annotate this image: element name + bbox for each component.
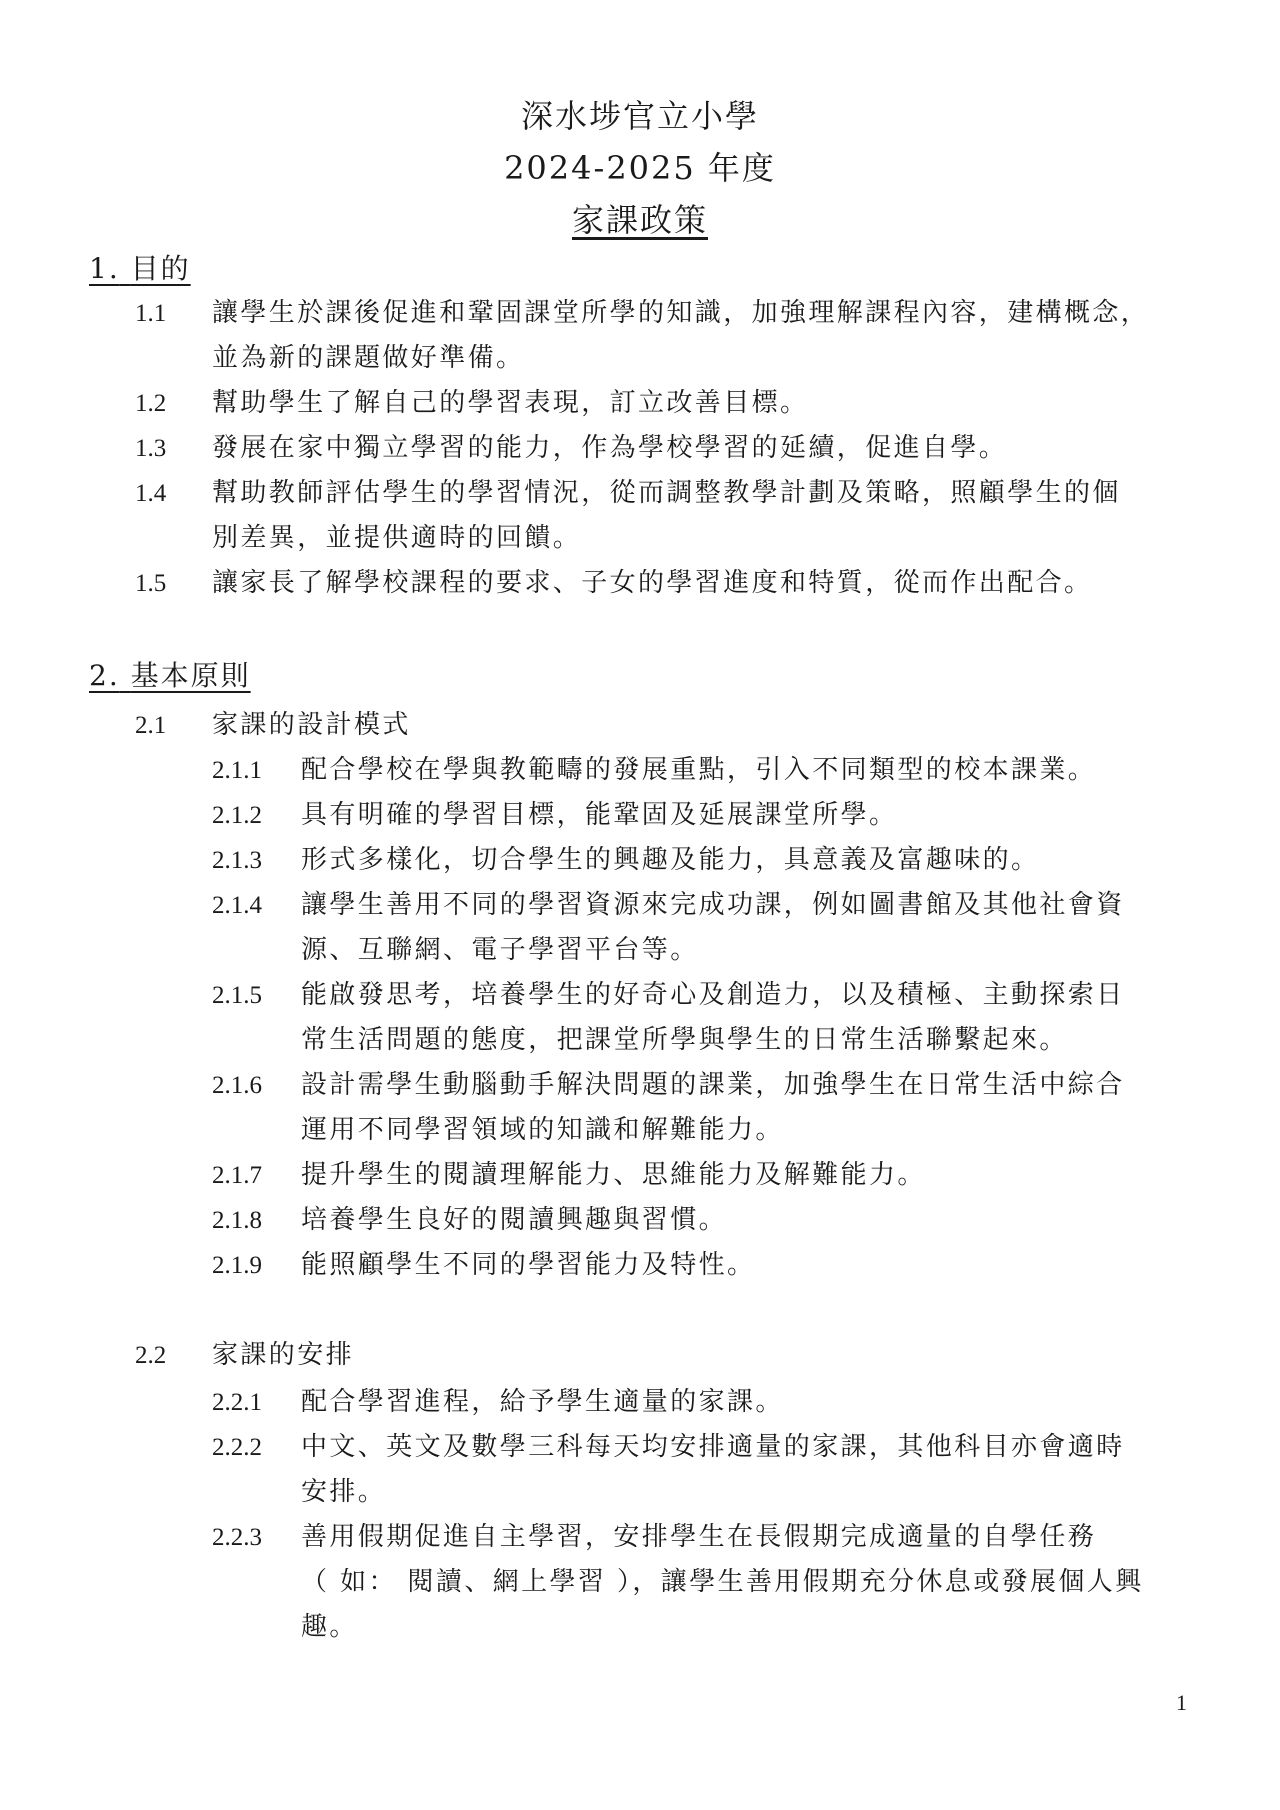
- list-item: [0, 1063, 1280, 1108]
- item-number: 2.2.2: [212, 1434, 262, 1461]
- section-number: 2.: [89, 659, 120, 692]
- list-item-continuation: [0, 336, 1280, 381]
- item-text: 運用不同學習領域的知識和解難能力。: [301, 1115, 784, 1145]
- section-title: 基本原則: [130, 659, 251, 692]
- item-text: 形式多樣化，切合學生的興趣及能力，具意義及富趣味的。: [301, 845, 1040, 875]
- subsection-title: 家課的安排: [212, 1340, 355, 1370]
- list-item: [0, 1515, 1280, 1560]
- section-title: 目的: [130, 252, 191, 285]
- item-text: 能啟發思考，培養學生的好奇心及創造力，以及積極、主動探索日: [301, 980, 1125, 1010]
- item-text: 幫助學生了解自己的學習表現，訂立改善目標。: [212, 388, 809, 418]
- document-title: 家課政策: [571, 201, 708, 239]
- subsection-heading: [0, 1333, 1280, 1378]
- item-text: 發展在家中獨立學習的能力，作為學校學習的延續，促進自學。: [212, 433, 1008, 463]
- item-text: （ 如： 閱讀、網上學習 ），讓學生善用假期充分休息或發展個人興: [301, 1567, 1144, 1597]
- item-number: 1.1: [135, 300, 167, 327]
- list-item: [0, 1243, 1280, 1288]
- list-item: [0, 1198, 1280, 1243]
- item-number: 2.1.5: [212, 982, 262, 1009]
- item-text: 中文、英文及數學三科每天均安排適量的家課，其他科目亦會適時: [301, 1432, 1125, 1462]
- item-text: 安排。: [301, 1477, 387, 1507]
- item-text: 培養學生良好的閱讀興趣與習慣。: [301, 1205, 728, 1235]
- list-item-continuation: [0, 1470, 1280, 1515]
- list-item: [0, 883, 1280, 928]
- section-heading-text: [89, 653, 251, 698]
- subsection-title: 家課的設計模式: [212, 710, 411, 740]
- item-number: 2.1.2: [212, 802, 262, 829]
- item-number: 2.1.4: [212, 892, 262, 919]
- item-text: 源、互聯網、電子學習平台等。: [301, 935, 699, 965]
- item-number: 1.5: [135, 570, 167, 597]
- list-item: [0, 291, 1280, 336]
- item-text: 配合學校在學與教範疇的發展重點，引入不同類型的校本課業。: [301, 755, 1097, 785]
- item-number: 1.4: [135, 480, 167, 507]
- item-text: 別差異，並提供適時的回饋。: [212, 523, 582, 553]
- item-text: 設計需學生動腦動手解決問題的課業，加強學生在日常生活中綜合: [301, 1070, 1125, 1100]
- item-number: 2.1.7: [212, 1162, 262, 1189]
- section-heading: [0, 246, 1280, 291]
- item-number: 2.1.6: [212, 1072, 262, 1099]
- section-number: 1.: [89, 252, 120, 285]
- item-text: 提升學生的閱讀理解能力、思維能力及解難能力。: [301, 1160, 926, 1190]
- item-number: 2.1.9: [212, 1252, 262, 1279]
- item-text: 具有明確的學習目標，能鞏固及延展課堂所學。: [301, 800, 898, 830]
- document-header: [0, 0, 1280, 246]
- list-item: [0, 1380, 1280, 1425]
- list-item-continuation: [0, 516, 1280, 561]
- list-item: [0, 1425, 1280, 1470]
- item-text: 善用假期促進自主學習，安排學生在長假期完成適量的自學任務: [301, 1522, 1097, 1552]
- section-heading: [0, 653, 1280, 698]
- list-item: [0, 561, 1280, 606]
- item-number: 2.2.1: [212, 1389, 262, 1416]
- item-number: 1.3: [135, 435, 167, 462]
- school-year: 2024-2025 年度: [504, 149, 776, 187]
- list-item: [0, 471, 1280, 516]
- list-item: [0, 793, 1280, 838]
- list-item: [0, 381, 1280, 426]
- item-text: 能照顧學生不同的學習能力及特性。: [301, 1250, 756, 1280]
- list-item-continuation: [0, 1108, 1280, 1153]
- list-item: [0, 838, 1280, 883]
- subsection-number: 2.1: [135, 712, 167, 739]
- item-number: 2.1.8: [212, 1207, 262, 1234]
- item-text: 常生活問題的態度，把課堂所學與學生的日常生活聯繫起來。: [301, 1025, 1068, 1055]
- list-item: [0, 1153, 1280, 1198]
- item-text: 讓學生於課後促進和鞏固課堂所學的知識，加強理解課程內容，建構概念，: [212, 298, 1150, 328]
- subsection-number: 2.2: [135, 1342, 167, 1369]
- item-number: 2.2.3: [212, 1524, 262, 1551]
- item-text: 幫助教師評估學生的學習情況，從而調整教學計劃及策略，照顧學生的個: [212, 478, 1121, 508]
- item-text: 讓學生善用不同的學習資源來完成功課，例如圖書館及其他社會資: [301, 890, 1125, 920]
- list-item: [0, 426, 1280, 471]
- list-item: [0, 748, 1280, 793]
- document-title-wrap: [0, 194, 1280, 246]
- list-item-continuation: [0, 1018, 1280, 1063]
- item-text: 配合學習進程，給予學生適量的家課。: [301, 1387, 784, 1417]
- item-text: 趣。: [301, 1612, 358, 1642]
- school-name: 深水埗官立小學: [520, 97, 759, 135]
- list-item-continuation: [0, 1605, 1280, 1650]
- item-number: 2.1.1: [212, 757, 262, 784]
- item-number: 2.1.3: [212, 847, 262, 874]
- list-item-continuation: [0, 928, 1280, 973]
- list-item-continuation: [0, 1560, 1280, 1605]
- item-text: 並為新的課題做好準備。: [212, 343, 525, 373]
- page-number: 1: [1176, 1690, 1187, 1715]
- section-heading-text: [89, 246, 191, 291]
- item-number: 1.2: [135, 390, 167, 417]
- item-text: 讓家長了解學校課程的要求、子女的學習進度和特質，從而作出配合。: [212, 568, 1093, 598]
- subsection-heading: [0, 703, 1280, 748]
- list-item: [0, 973, 1280, 1018]
